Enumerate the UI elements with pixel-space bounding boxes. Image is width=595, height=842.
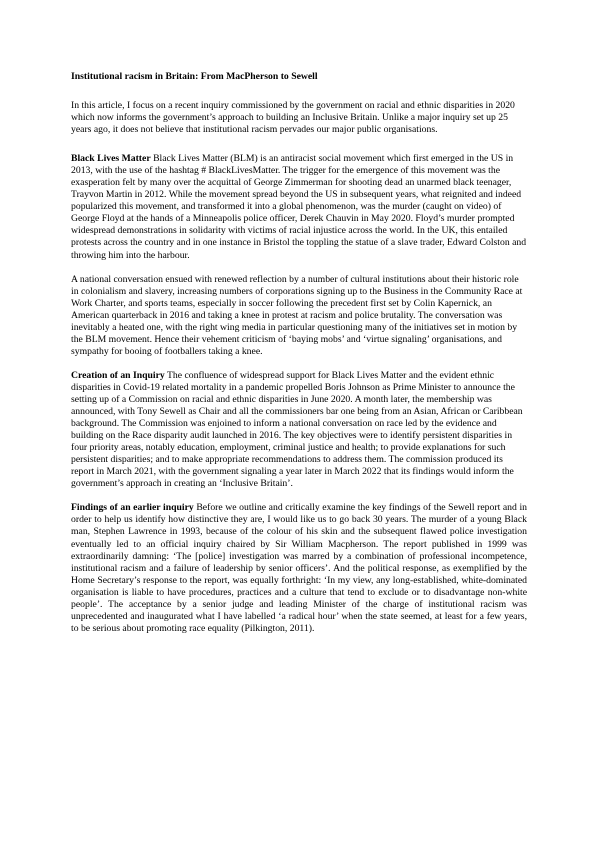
paragraph-text: A national conversation ensued with renewed reflection by a number of cultural institutions about their historic role in colonialism and slavery, increasing numbers of corporations signing up to the Business in the Community Race at Work Charter, and sports teams, especially in soccer following the precedent first set by Colin Kapernick, an American quarterback in 2016 and taking a knee in protest at racism and police brutality. The conversation was inevitably a heated one, with the right wing media in particular questioning many of the initiatives set in motion by the BLM movement. Hence their vehement criticism of ‘baying mobs’ and ‘virtue signaling’ organisations, and sympathy for booing of footballers taking a knee. bbox=[71, 273, 523, 357]
paragraph-intro bbox=[71, 100, 527, 136]
paragraph-text: Before we outline and critically examine the key findings of the Sewell report and in order to help us identify how distinctive they are, I would like us to go back 30 years. The murder of a young Black man, Stephen Lawrence in 1993, because of the colour of his skin and the subsequent flawed police investigation eventually led to an official inquiry chaired by Sir William Macpherson. The report published in 1999 was extraordinarily damning: ‘The [police] investigation was marred by a combination of professional incompetence, institutional racism and a failure of leadership by senior officers’. And the political response, as exemplified by the Home Secretary’s response to the report, was equally forthright: ‘In my view, any long-established, white-dominated organisation is liable to have procedures, practices and a culture that tend to exclude or to disadvantage non-white people’. The acceptance by a senior judge and leading Minister of the charge of institutional racism was unprecedented and inaugurated what I have labelled ‘a radical hour’ when the state seemed, at least for a few years, to be serious about promoting race equality (Pilkington, 2011). bbox=[71, 502, 527, 634]
article-title: Institutional racism in Britain: From MacPherson to Sewell bbox=[71, 71, 318, 82]
paragraph-creation-of-inquiry bbox=[71, 370, 527, 490]
paragraph-text: The confluence of widespread support for Black Lives Matter and the evident ethnic disparities in Covid-19 related mortality in a pandemic propelled Boris Johnson as Prime Minister to announce the setting up of a Commission on racial and ethnic disparities in June 2020. A month later, the membership was announced, with Tony Sewell as Chair and all the commissioners bar one being from an Asian, African or Caribbean background. The Commission was enjoined to inform a national conversation on race led by the evidence and building on the Race disparity audit launched in 2016. The key objectives were to identify persistent disparities in four priority areas, notably education, employment, criminal justice and health; to provide explanations for such persistent disparities; and to make appropriate recommendations to address them. The commission produced its report in March 2021, with the government signaling a year later in March 2022 that its findings would inform the government’s approach in creating an ‘Inclusive Britain’. bbox=[71, 369, 523, 490]
paragraph-text: In this article, I focus on a recent inquiry commissioned by the government on racial and ethnic disparities in 2020 which now informs the government’s approach to building an Inclusive Britain. Unlike a major inquiry set up 25 years ago, it does not believe that institutional racism pervades our major public organisations. bbox=[71, 100, 515, 136]
section-heading-findings-earlier-inquiry: Findings of an earlier inquiry bbox=[71, 502, 194, 514]
paragraph-text: Black Lives Matter (BLM) is an antiracist social movement which first emerged in the US in 2013, with the use of the hashtag # BlackLivesMatter. The trigger for the emergence of this movement was the exasperation felt by many over the acquittal of George Zimmerman for shooting dead an unarmed black teenager, Trayvon Martin in 2012. While the movement spread beyond the US in subsequent years, what reignited and indeed popularized this movement, and transformed it into a global phenomenon, was the murder (caught on video) of George Floyd at the hands of a Minneapolis police officer, Derek Chauvin in May 2020. Floyd’s murder prompted widespread demonstrations in solidarity with victims of racial injustice across the world. In the UK, this entailed protests across the country and in one instance in Bristol the toppling the statue of a slave trader, Edward Colston and throwing him into the harbour. bbox=[71, 153, 527, 261]
paragraph-black-lives-matter bbox=[71, 153, 527, 261]
section-heading-creation-of-inquiry: Creation of an Inquiry bbox=[71, 369, 165, 381]
paragraph-findings-earlier-inquiry bbox=[71, 502, 527, 635]
paragraph-national-conversation bbox=[71, 274, 527, 358]
document-page bbox=[71, 71, 527, 647]
section-heading-black-lives-matter: Black Lives Matter bbox=[71, 153, 151, 165]
